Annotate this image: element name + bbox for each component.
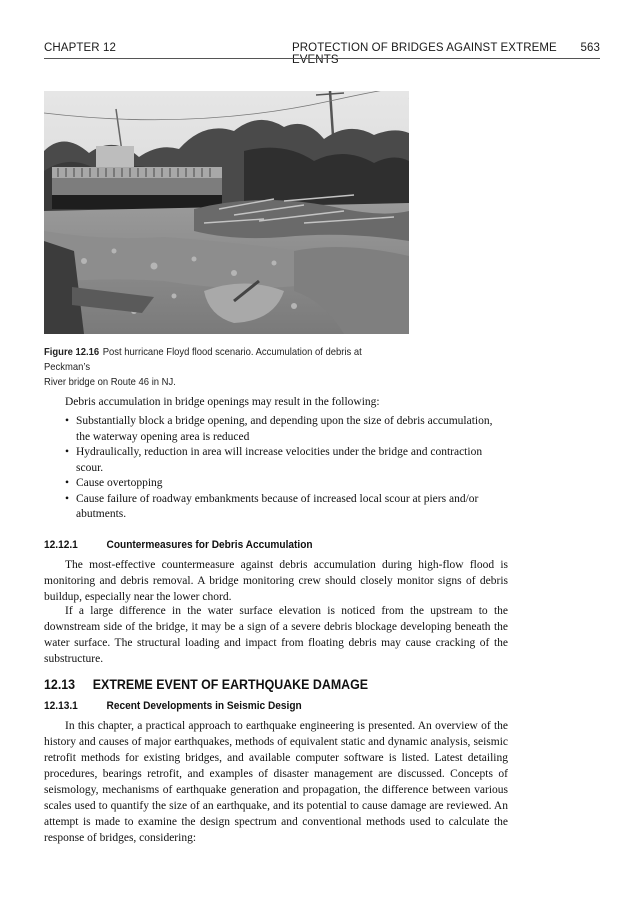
figure-caption	[44, 345, 404, 390]
bullet-icon: •	[65, 477, 70, 489]
subsection-title: Countermeasures for Debris Accumulation	[106, 539, 313, 551]
bullet-icon: •	[65, 446, 70, 458]
section-title: EXTREME EVENT OF EARTHQUAKE DAMAGE	[92, 677, 369, 692]
header-rule	[44, 58, 600, 59]
list-item	[65, 492, 508, 523]
list-item	[65, 414, 508, 445]
caption-line-1: Post hurricane Floyd flood scenario. Accumulation of debris at Peckman’s	[44, 346, 362, 373]
bullet-icon: •	[65, 492, 70, 505]
chapter-label: CHAPTER 12	[44, 42, 116, 54]
list-item-line: the waterway opening area is reduced	[76, 430, 250, 443]
list-item-line: scour.	[76, 461, 104, 474]
caption-line-2: River bridge on Route 46 in NJ.	[44, 376, 176, 388]
subsection-number: 12.12.1	[44, 539, 78, 551]
bullet-icon: •	[65, 415, 70, 427]
subsection-title: Recent Developments in Seismic Design	[106, 700, 302, 712]
page-number: 563	[580, 42, 600, 54]
debris-intro-paragraph: Debris accumulation in bridge openings may result in the following:	[65, 396, 380, 408]
subsection-heading-12-12-1	[44, 539, 313, 551]
list-item-line: Cause failure of roadway embankments because of increased local scour at piers and/or	[76, 492, 479, 505]
running-title: PROTECTION OF BRIDGES AGAINST EXTREME EVENTS	[292, 42, 557, 66]
countermeasures-paragraph-1: The most-effective countermeasure against debris accumulation during high-flow flood is monitoring and debris removal. A bridge monitoring crew should closely monitor signs of debris buildup, especially near the lower chord.	[44, 559, 508, 603]
list-item-line: abutments.	[76, 508, 127, 520]
list-item	[65, 445, 508, 476]
figure-label: Figure 12.16	[44, 346, 100, 358]
section-heading-12-13	[44, 677, 368, 692]
seismic-design-paragraph: In this chapter, a practical approach to earthquake engineering is presented. An overview of the history and causes of major earthquakes, methods of equivalent static and dynamic analysis, seismic retrofit methods for existing bridges, and available computer software is listed. Latest detailing procedures, bearings retrofit, and examples of disaster management are discussed. Concepts of seismology, mechanisms of earthquake generation and propagation, the difference between various scales used to quantify the size of an earthquake, and its potential to cause damage are reviewed. An attempt is made to examine the design spectrum and conventional methods used to calculate the response of bridges, considering:	[44, 720, 508, 844]
list-item	[65, 476, 508, 492]
flood-debris-photo	[44, 91, 409, 334]
list-item-line: Hydraulically, reduction in area will increase velocities under the bridge and contraction	[76, 446, 483, 458]
debris-effects-list	[65, 414, 508, 523]
running-header	[44, 42, 600, 66]
subsection-heading-12-13-1	[44, 700, 302, 712]
list-item-line: Cause overtopping	[76, 477, 163, 489]
subsection-number: 12.13.1	[44, 700, 78, 712]
list-item-line: Substantially block a bridge opening, and depending upon the size of debris accumulation,	[76, 415, 493, 427]
section-number: 12.13	[44, 677, 76, 692]
countermeasures-paragraph-2: If a large difference in the water surface elevation is noticed from the upstream to the downstream side of the bridge, it may be a sign of a severe debris blockage developing beneath the water surface. The structural loading and impact from floating debris may cause cracking of the substructure.	[44, 605, 508, 665]
